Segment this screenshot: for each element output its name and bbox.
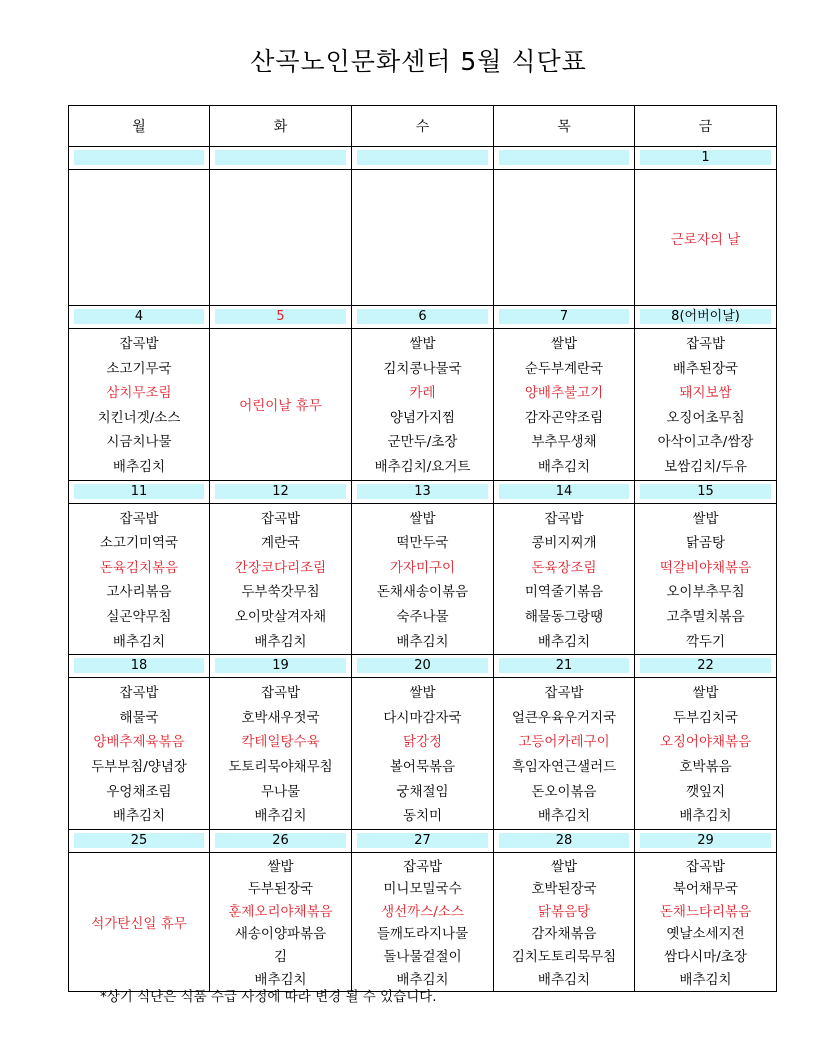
menu-item: 두부김치국: [672, 709, 739, 726]
date-cell: [69, 829, 210, 852]
menu-item: 배추김치: [396, 633, 449, 650]
menu-item: 배추김치: [112, 458, 166, 475]
menu-items: [352, 504, 493, 655]
menu-item: 볼어묵볶음: [389, 758, 456, 775]
menu-items: [352, 678, 493, 829]
date-cell: [494, 655, 635, 678]
date-label: 20: [357, 658, 488, 673]
menu-item: 계란국: [260, 535, 301, 552]
weekday-header-row: [69, 106, 777, 147]
menu-items: [635, 678, 776, 829]
menu-item: 감자곤약조림: [524, 409, 604, 426]
menu-item: 북어채무국: [672, 881, 739, 898]
main-dish: 떡갈비야채볶음: [659, 559, 752, 576]
date-row: [69, 655, 777, 678]
menu-item: 호박새우젓국: [241, 709, 320, 726]
menu-items: [210, 853, 351, 992]
main-dish: 칵테일탕수육: [241, 734, 320, 751]
menu-item: 오이맛살겨자채: [234, 608, 327, 625]
main-dish: 가자미구이: [389, 559, 456, 576]
menu-item: 김치도토리묵무침: [511, 949, 617, 966]
date-label: 6: [357, 309, 488, 324]
date-cell: [494, 306, 635, 329]
menu-items: [494, 504, 634, 655]
page-title: 산곡노인문화센터 5월 식단표: [250, 47, 587, 76]
date-label: 25: [74, 833, 204, 848]
date-label: 8(어버이날): [640, 309, 771, 324]
menu-cell: [494, 329, 635, 481]
date-row: [69, 306, 777, 329]
holiday-label: 석가탄신일 휴무: [91, 915, 187, 932]
menu-item: 쌀밥: [692, 510, 719, 527]
menu-item: 흑임자연근샐러드: [511, 758, 617, 775]
menu-item: 김: [273, 949, 288, 966]
main-dish: 생선까스/소스: [381, 903, 464, 920]
menu-item: 오이부추무침: [666, 584, 745, 601]
menu-cell: [352, 678, 494, 830]
main-dish: 삼치무조림: [106, 385, 172, 402]
menu-item: 돈오이볶음: [531, 783, 597, 800]
date-row: [69, 480, 777, 503]
menu-cell: [210, 852, 352, 992]
date-cell: [210, 655, 352, 678]
weekday-header: 화: [210, 106, 352, 147]
main-dish: 훈제오리야채볶음: [228, 903, 333, 920]
date-label: [357, 150, 488, 165]
date-row: [69, 147, 777, 170]
menu-item: 시금치나물: [106, 434, 172, 451]
main-dish: 닭강정: [402, 734, 443, 751]
menu-cell: [69, 503, 210, 655]
menu-item: 옛날소세지전: [666, 926, 745, 943]
menu-item: 잡곡밥: [260, 685, 301, 702]
menu-item: 김치콩나물국: [383, 360, 462, 377]
menu-item: 깍두기: [685, 633, 726, 650]
menu-items: [635, 504, 776, 655]
menu-item: 미니모밀국수: [383, 881, 462, 898]
menu-cell: [635, 170, 777, 306]
date-label: 27: [357, 833, 488, 848]
menu-cell: [352, 170, 494, 306]
date-label: 5: [215, 309, 346, 324]
menu-item: 잡곡밥: [260, 510, 301, 527]
date-cell: [635, 147, 777, 170]
date-label: 15: [640, 484, 771, 499]
menu-cell: [69, 170, 210, 306]
menu-body: [69, 106, 777, 992]
weekday-header: 금: [635, 106, 777, 147]
date-label: [499, 150, 629, 165]
date-cell: [352, 829, 494, 852]
holiday-label: 어린이날 휴무: [239, 398, 322, 415]
weekday-header: 월: [69, 106, 210, 147]
menu-item: 쌀밥: [692, 685, 719, 702]
menu-item: 배추된장국: [672, 360, 739, 377]
menu-items: [69, 678, 209, 829]
menu-cell: [635, 678, 777, 830]
main-dish: 양배추불고기: [524, 385, 604, 402]
menu-item: 잡곡밥: [402, 858, 443, 875]
menu-item: 해물국: [119, 709, 159, 726]
menu-item: 얼큰우육우거지국: [511, 709, 617, 726]
date-row: [69, 829, 777, 852]
menu-cell: [352, 329, 494, 481]
menu-cell: [494, 170, 635, 306]
date-cell: [69, 147, 210, 170]
menu-item: 쌀밥: [409, 510, 436, 527]
menu-items: [352, 329, 493, 480]
menu-item: 소고기미역국: [99, 535, 179, 552]
menu-row: [69, 852, 777, 992]
holiday-label: 근로자의 날: [670, 231, 741, 248]
menu-item: 고추멸치볶음: [666, 608, 745, 625]
menu-item: 잡곡밥: [119, 510, 159, 527]
date-cell: [210, 306, 352, 329]
menu-item: 쌀밥: [267, 858, 294, 875]
menu-item: 배추김치: [254, 971, 307, 988]
menu-items: [635, 853, 776, 992]
menu-item: 잡곡밥: [685, 336, 726, 352]
menu-item: 우엉채조림: [106, 783, 172, 800]
menu-item: 쌀밥: [550, 858, 578, 875]
menu-cell: [494, 678, 635, 830]
menu-cell: [494, 503, 635, 655]
menu-item: 새송이양파볶음: [234, 926, 327, 943]
menu-cell: [494, 852, 635, 992]
menu-item: 잡곡밥: [544, 510, 584, 527]
date-label: 19: [215, 658, 346, 673]
menu-item: 돈채새송이볶음: [376, 584, 469, 601]
menu-item: 배추김치: [112, 808, 166, 825]
menu-item: 숙주나물: [396, 608, 449, 625]
date-cell: [494, 147, 635, 170]
menu-items: [352, 853, 493, 992]
menu-item: 호박볶음: [679, 758, 732, 775]
menu-item: 떡만두국: [396, 535, 449, 552]
date-label: 29: [640, 833, 771, 848]
menu-item: 다시마감자국: [383, 709, 462, 726]
date-cell: [210, 829, 352, 852]
date-label: 7: [499, 309, 629, 324]
menu-item: 미역줄기볶음: [524, 584, 604, 601]
menu-item: 궁채절임: [396, 783, 449, 800]
menu-row: [69, 329, 777, 481]
menu-item: 아삭이고추/쌈장: [657, 434, 754, 451]
menu-items: [69, 504, 209, 655]
menu-cell: [69, 852, 210, 992]
menu-row: [69, 170, 777, 306]
menu-cell: [210, 329, 352, 481]
menu-item: 쌈다시마/초장: [664, 949, 747, 966]
date-label: 28: [499, 833, 629, 848]
menu-item: 콩비지찌개: [531, 535, 597, 552]
date-label: 13: [357, 484, 488, 499]
menu-items: [69, 329, 209, 480]
menu-cell: [635, 329, 777, 481]
date-label: 22: [640, 658, 771, 673]
menu-cell: [635, 852, 777, 992]
menu-item: 쌀밥: [409, 685, 436, 702]
menu-item: 잡곡밥: [119, 685, 159, 702]
menu-item: 배추김치: [679, 808, 732, 825]
footnote: *상기 식단은 식품 수급 사정에 따라 변경 될 수 있습니다.: [100, 989, 437, 1005]
main-dish: 돈육김치볶음: [99, 559, 179, 576]
main-dish: 간장코다리조림: [234, 559, 327, 576]
menu-item: 두부된장국: [247, 881, 314, 898]
menu-item: 배추김치: [537, 633, 591, 650]
date-label: 18: [74, 658, 204, 673]
date-cell: [635, 829, 777, 852]
menu-item: 치킨너겟/소스: [97, 409, 181, 426]
menu-item: 들깨도라지나물: [376, 926, 469, 943]
date-cell: [210, 480, 352, 503]
date-cell: [352, 480, 494, 503]
menu-item: 두부부침/양념장: [91, 758, 187, 775]
menu-item: 배추김치: [537, 458, 591, 475]
date-label: 26: [215, 833, 346, 848]
date-cell: [635, 480, 777, 503]
menu-item: 돌나물겉절이: [383, 949, 462, 966]
date-cell: [210, 147, 352, 170]
menu-item: 쌀밥: [409, 336, 436, 352]
menu-items: [494, 853, 634, 992]
menu-cell: [635, 503, 777, 655]
date-cell: [69, 480, 210, 503]
menu-item: 부추무생채: [531, 434, 597, 451]
menu-items: [210, 504, 351, 655]
menu-item: 호박된장국: [531, 881, 597, 898]
date-label: 12: [215, 484, 346, 499]
menu-table: [68, 105, 777, 992]
menu-cell: [210, 678, 352, 830]
menu-item: 보쌈김치/두유: [664, 458, 747, 475]
date-label: 1: [640, 150, 771, 165]
main-dish: 오징어야채볶음: [659, 734, 752, 751]
menu-items: [494, 678, 634, 829]
date-cell: [69, 655, 210, 678]
main-dish: 돈육장조림: [531, 559, 597, 576]
menu-item: 배추김치: [396, 971, 449, 988]
date-cell: [635, 655, 777, 678]
menu-items: [210, 678, 351, 829]
main-dish: 양배추제육볶음: [93, 734, 185, 751]
menu-cell: [352, 503, 494, 655]
main-dish: 고등어카레구이: [518, 734, 610, 751]
menu-items: [494, 329, 634, 480]
menu-cell: [210, 170, 352, 306]
menu-item: 배추김치: [254, 633, 307, 650]
menu-row: [69, 503, 777, 655]
weekday-header: 목: [494, 106, 635, 147]
menu-cell: [69, 678, 210, 830]
menu-cell: [210, 503, 352, 655]
main-dish: 닭볶음탕: [537, 903, 591, 920]
date-cell: [352, 147, 494, 170]
date-cell: [352, 655, 494, 678]
weekday-header: 수: [352, 106, 494, 147]
menu-item: 쌀밥: [550, 336, 578, 352]
menu-item: 동치미: [402, 808, 443, 825]
date-cell: [494, 829, 635, 852]
menu-item: 배추김치: [254, 808, 307, 825]
date-cell: [494, 480, 635, 503]
menu-item: 양념가지찜: [389, 409, 456, 426]
date-label: 14: [499, 484, 629, 499]
main-dish: 돼지보쌈: [679, 385, 732, 402]
menu-item: 배추김치: [112, 633, 166, 650]
menu-item: 배추김치: [537, 971, 591, 988]
date-label: 4: [74, 309, 204, 324]
menu-item: 잡곡밥: [119, 336, 159, 352]
menu-item: 배추김치/요거트: [374, 458, 471, 475]
main-dish: 카레: [409, 385, 436, 402]
menu-item: 고사리볶음: [106, 584, 172, 601]
date-label: [74, 150, 204, 165]
date-label: 21: [499, 658, 629, 673]
menu-item: 무나물: [260, 783, 301, 800]
menu-item: 순두부계란국: [524, 360, 604, 377]
menu-item: 두부쑥갓무침: [241, 584, 320, 601]
menu-item: 닭곰탕: [685, 535, 726, 552]
menu-item: 잡곡밥: [544, 685, 584, 702]
menu-cell: [69, 329, 210, 481]
menu-item: 실곤약무침: [106, 608, 172, 625]
menu-item: 오징어초무침: [666, 409, 745, 426]
menu-item: 소고기무국: [106, 360, 172, 377]
date-cell: [69, 306, 210, 329]
menu-item: 감자채볶음: [531, 926, 597, 943]
menu-item: 배추김치: [537, 808, 591, 825]
menu-row: [69, 678, 777, 830]
main-dish: 돈채느타리볶음: [659, 903, 752, 920]
menu-item: 해물동그랑땡: [524, 608, 604, 625]
menu-item: 배추김치: [679, 971, 732, 988]
date-cell: [352, 306, 494, 329]
menu-item: 잡곡밥: [685, 858, 726, 875]
menu-items: [635, 329, 776, 480]
menu-cell: [352, 852, 494, 992]
date-label: [215, 150, 346, 165]
menu-item: 군만두/초장: [387, 434, 458, 451]
date-label: 11: [74, 484, 204, 499]
date-cell: [635, 306, 777, 329]
menu-item: 깻잎지: [685, 783, 726, 800]
menu-item: 도토리묵야채무침: [228, 758, 333, 775]
